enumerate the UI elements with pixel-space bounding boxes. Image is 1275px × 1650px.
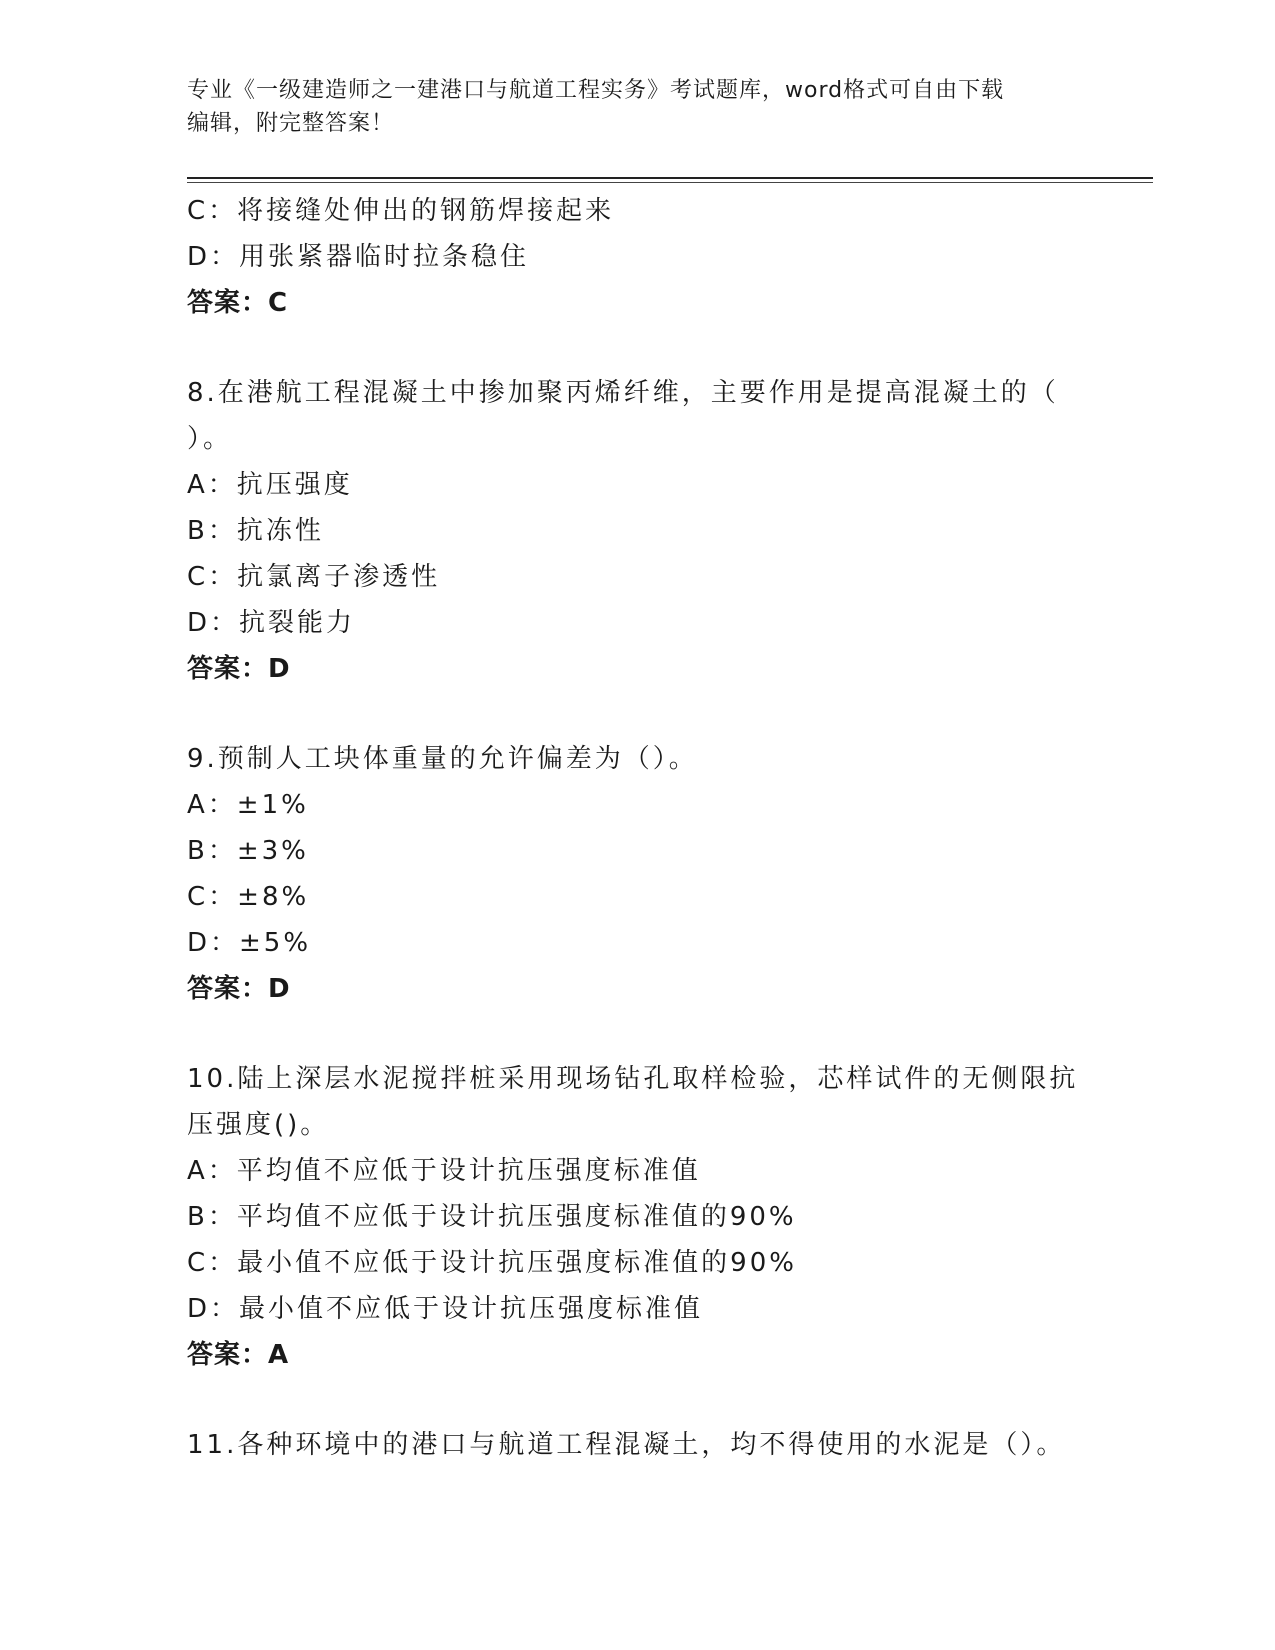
header-line-1: 专业《一级建造师之一建港口与航道工程实务》考试题库，word格式可自由下载: [187, 78, 1005, 103]
header-divider-thin: [187, 182, 1153, 183]
question-10-option-b: B：平均值不应低于设计抗压强度标准值的90%: [187, 1202, 797, 1232]
question-spacer: [187, 1012, 1087, 1056]
question-8: [187, 370, 1087, 692]
question-8-option-d: D：抗裂能力: [187, 608, 356, 638]
question-8-option-a: A：抗压强度: [187, 470, 353, 500]
question-11-stem: 11.各种环境中的港口与航道工程混凝土，均不得使用的水泥是（）。: [187, 1430, 1066, 1460]
question-8-stem-line-2: ）。: [187, 424, 233, 454]
header-line-2: 编辑，附完整答案！: [187, 111, 395, 136]
question-7-answer: 答案：C: [187, 288, 289, 318]
question-9-stem: 9.预制人工块体重量的允许偏差为（）。: [187, 744, 698, 774]
question-9-option-c: C：±8%: [187, 882, 310, 912]
question-10-stem-line-1: 10.陆上深层水泥搅拌桩采用现场钻孔取样检验，芯样试件的无侧限抗: [187, 1064, 1079, 1094]
question-9-option-d: D：±5%: [187, 928, 312, 958]
question-10: [187, 1056, 1087, 1378]
question-7-fragment: [187, 188, 1087, 326]
question-spacer: [187, 326, 1087, 370]
question-8-stem-line-1: 8.在港航工程混凝土中掺加聚丙烯纤维，主要作用是提高混凝土的（: [187, 378, 1059, 408]
question-7-option-d: D：用张紧器临时拉条稳住: [187, 242, 530, 272]
question-11: [187, 1422, 1087, 1468]
question-7-option-c: C：将接缝处伸出的钢筋焊接起来: [187, 196, 615, 226]
question-8-option-c: C：抗氯离子渗透性: [187, 562, 441, 592]
question-8-answer: 答案：D: [187, 654, 291, 684]
question-9-option-a: A：±1%: [187, 790, 309, 820]
question-list: [187, 188, 1087, 1468]
header-divider-thick: [187, 177, 1153, 179]
question-10-option-c: C：最小值不应低于设计抗压强度标准值的90%: [187, 1248, 797, 1278]
question-8-option-b: B：抗冻性: [187, 516, 324, 546]
question-spacer: [187, 692, 1087, 736]
question-spacer: [187, 1378, 1087, 1422]
question-10-option-d: D：最小值不应低于设计抗压强度标准值: [187, 1294, 704, 1324]
question-9-answer: 答案：D: [187, 974, 291, 1004]
document-header: [187, 74, 1087, 140]
question-9: [187, 736, 1087, 1012]
question-10-option-a: A：平均值不应低于设计抗压强度标准值: [187, 1156, 701, 1186]
question-9-option-b: B：±3%: [187, 836, 309, 866]
question-10-answer: 答案：A: [187, 1340, 290, 1370]
question-10-stem-line-2: 压强度()。: [187, 1110, 330, 1140]
